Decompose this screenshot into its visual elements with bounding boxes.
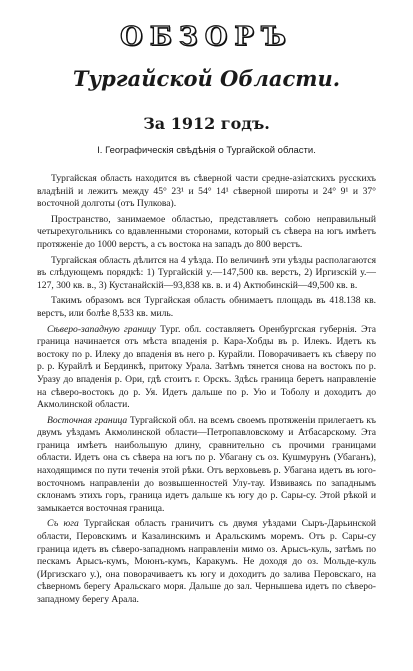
section-heading: I. Географическія свѣдѣнія о Тургайской области. — [97, 145, 316, 156]
paragraph-area: Пространство, занимаемое областью, представляетъ собою неправильный четырехугольникъ со вдавленными сторонами, который съ сѣвера на югъ имѣетъ протяженіе до 1000 верстъ, а съ востока на западъ до 800 верстъ. — [37, 213, 376, 250]
paragraph-eastern-border — [37, 415, 376, 516]
southern-border-text: Тургайская область граничитъ съ двумя уѣздами Сыръ-Дарьинской области, Перовскимъ и Казалинскимъ и Аральскимъ моремъ. Отъ р. Сары-су граница идетъ въ сѣверо-западномъ направленіи мимо оз. Арысъ-куль, затѣмъ по пескамъ Арысъ-кумъ, Моюнъ-кумъ, Каракумъ. Не доходя до оз. Мольде-куль (Иргизскаго у.), она поворачиваетъ къ югу и доходитъ до залива Перовскаго, на сѣверномъ берегу Аральскаго моря. Дальше до зал. Чернышева идетъ по сѣверо-западному берегу Арала. — [37, 518, 376, 605]
eastern-border-lead: Восточная граница — [47, 414, 128, 426]
document-subtitle: Тургайской Области. — [72, 66, 341, 91]
document-body — [37, 173, 376, 607]
paragraph-southern-border — [37, 518, 376, 606]
paragraph-northwest-border — [37, 324, 376, 412]
document-title: ОБЗОРЪ — [120, 22, 293, 52]
northwest-border-text: Тург. обл. составляетъ Оренбургская губернія. Эта граница начинается отъ мѣста впаденія р. Кара-Хобды въ р. Илекъ. Идетъ къ востоку по р. Илеку до впаденія въ него р. Курайли. Поворачиваетъ къ сѣверу по р. р. Курайлѣ и Бердинкѣ, притоку Урала. Затѣмъ тянется снова на востокъ по р. Уразу до впаденія р. Ори, гдѣ стоитъ г. Орскъ. Здѣсь граница беретъ направленіе на сѣверо-востокъ до р. Уя. Идетъ дальше по р. Ую и Тоболу и доходитъ до Акмолинской области. — [37, 323, 376, 411]
eastern-border-text: Тургайской обл. на всемъ своемъ протяженіи прилегаетъ къ двумъ уѣздамъ Акмолинской области—Петропавловскому и Атбасарскому. Эта граница имѣетъ наибольшую длину, сравнительно съ прочими границами области. Идетъ она съ сѣвера на югъ по р. Убагану съ оз. Кушмурунъ (Убаганъ), находящимся по пути теченія этой рѣки. Отъ верховьевъ р. Убагана идетъ въ юго-восточномъ направленіи до возвышенностей Улу-тау. Извиваясь по западнымъ склонамъ этихъ горъ, граница идетъ дальше къ югу до р. Сары-су. Этой рѣкой и замыкается восточная граница. — [37, 414, 376, 514]
document-year: За 1912 годъ. — [143, 114, 270, 133]
paragraph-total-area: Такимъ образомъ вся Тургайская область обнимаетъ площадь въ 418.138 кв. верстъ, или болѣе 8,533 кв. миль. — [37, 295, 376, 319]
paragraph-location: Тургайская область находится въ сѣверной части средне-азіатскихъ русскихъ владѣній и лежитъ между 45° 23¹ и 54° 14¹ сѣверной широты и 24° 9¹ и 37° восточной долготы (отъ Пулкова). — [37, 173, 376, 210]
southern-border-lead: Съ юга — [47, 518, 79, 530]
paragraph-districts: Тургайская область дѣлится на 4 уѣзда. По величинѣ эти уѣзды располагаются въ слѣдующемъ порядкѣ: 1) Тургайскій у.—147,500 кв. верстъ, 2) Иргизскій у.—127, 300 кв. в., 3) Кустанайскій—93,838 кв. в. и 4) Актюбинскій—49,500 кв. в. — [37, 254, 376, 291]
northwest-border-lead: Сѣверо-западную границу — [47, 323, 156, 335]
